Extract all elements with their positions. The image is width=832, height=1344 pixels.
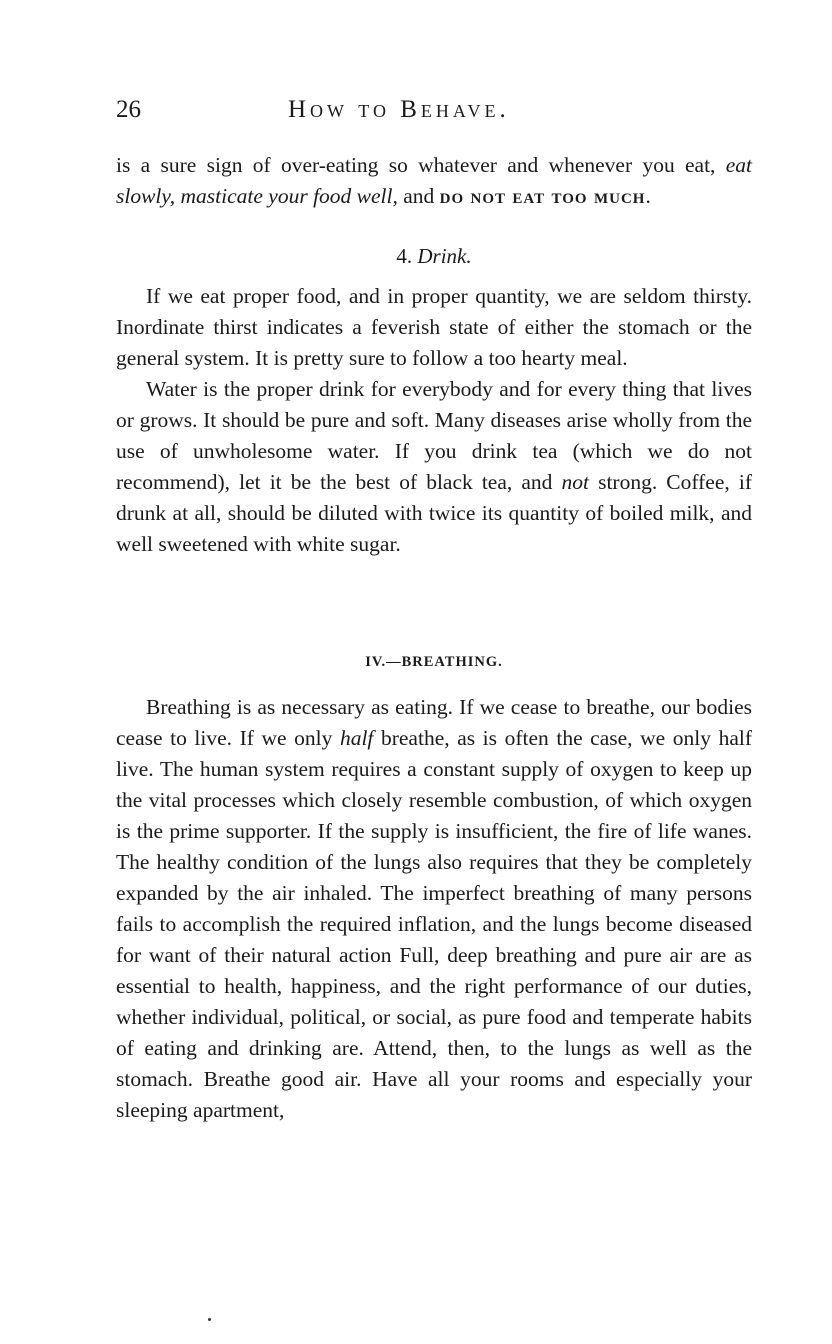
intro-line-1: is a sure sign of over-eating so whatever and whenever (116, 153, 633, 177)
drink-paragraph-1: If we eat proper food, and in proper quantity, we are seldom thirsty. Inordinate thirst indicates a feverish state of either the stomach or the general system. It is pretty sure to follow a too hearty meal. (116, 284, 752, 370)
subsection-heading (116, 244, 752, 269)
breathing-start: Breathing is as necessary as eating. If we cease to breathe, our bodies cease to live. If we only (116, 695, 752, 750)
drink-p2-italic: not (561, 470, 589, 494)
intro-italic-advice: eat slowly, masticate your food well, (116, 153, 753, 208)
intro-end: . (645, 184, 651, 208)
drink-p2-start: Water is the proper drink for everybody and for every thing that lives or grows. It should be pure and soft. Many diseases arise wholly from the use of unwholesome water. If you drink tea (which we do not recommend), let it be the best of black tea, and (116, 377, 752, 494)
intro-paragraph (116, 150, 752, 212)
breathing-paragraph (116, 692, 752, 1126)
intro-caps-advice: do not eat too much (439, 184, 646, 208)
intro-and: and (397, 184, 440, 208)
drink-p2-end: strong. Coffee, if drunk at all, should be diluted with twice its quantity of boiled milk, and well sweetened with white sugar. (116, 470, 752, 556)
page-number: 26 (116, 96, 141, 123)
breathing-italic: half (339, 726, 374, 750)
page-speck (208, 1318, 211, 1321)
breathing-rest: breathe, as is often the case, we only half live. The human system requires a constant supply of oxygen to keep up the vital processes which closely resemble combustion, of which oxygen is the prime supporter. If the supply is insufficient, the fire of life wanes. The healthy condition of the lungs also requires that they be completely expanded by the air inhaled. The imperfect breathing of many persons fails to accomplish the required inflation, and the lungs become diseased for want of their natural action Full, deep breathing and pure air are as essential to health, happiness, and the right performance of our duties, whether individual, political, or social, as pure food and temperate habits of eating and drinking are. Attend, then, to the lungs as well as the stomach. Breathe good air. Have all your rooms and especially your sleeping apartment, (116, 726, 752, 1122)
running-title: How to Behave. (288, 96, 510, 123)
intro-line-2-plain: you eat, (642, 153, 726, 177)
drink-section (116, 281, 752, 560)
page-header (116, 96, 756, 132)
intro-text (116, 150, 752, 212)
breathing-section (116, 692, 752, 1126)
subsection-title: Drink. (417, 244, 472, 268)
drink-paragraph-2 (116, 374, 752, 560)
subsection-number: 4. (396, 244, 418, 268)
section-heading-breathing: IV.—BREATHING. (365, 654, 503, 670)
